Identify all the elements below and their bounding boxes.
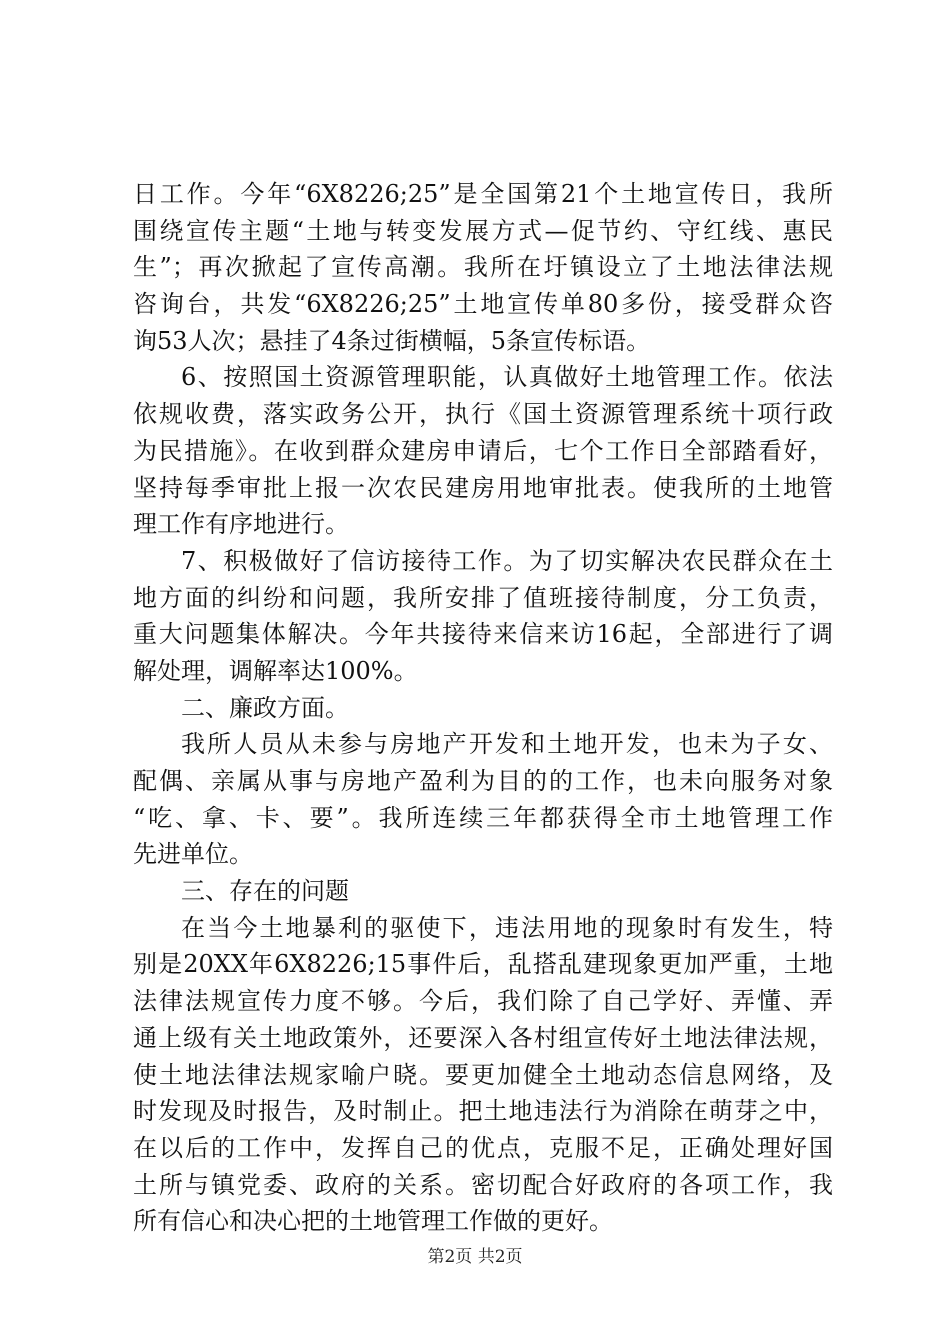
text-line: 日工作。今年“6X8226;25”是全国第21个土地宣传日，我所 bbox=[133, 180, 833, 208]
text-line: 重大问题集体解决。今年共接待来信来访16起，全部进行了调 bbox=[133, 620, 833, 649]
section-heading: 三、存在的问题 bbox=[181, 877, 349, 906]
body-text bbox=[133, 176, 833, 1240]
text-line: 别是20XX年6X8226;15事件后，乱搭乱建现象更加严重，土地 bbox=[133, 950, 833, 979]
text-line: 配偶、亲属从事与房地产盈利为目的的工作，也未向服务对象 bbox=[133, 767, 833, 795]
text-line: 我所人员从未参与房地产开发和土地开发，也未为子女、 bbox=[181, 730, 833, 759]
text-line: 所有信心和决心把的土地管理工作做的更好。 bbox=[133, 1207, 613, 1236]
text-line: 地方面的纠纷和问题，我所安排了值班接待制度，分工负责， bbox=[133, 583, 833, 612]
text-line: 在以后的工作中，发挥自己的优点，克服不足，正确处理好国 bbox=[133, 1133, 833, 1162]
text-line: 围绕宣传主题“土地与转变发展方式—促节约、守红线、惠民 bbox=[133, 216, 833, 245]
text-line: 依规收费，落实政务公开，执行《国土资源管理系统十项行政 bbox=[133, 400, 833, 429]
text-line: 使土地法律法规家喻户晓。要更加健全土地动态信息网络，及 bbox=[133, 1060, 833, 1089]
text-line: 为民措施》。在收到群众建房申请后，七个工作日全部踏看好， bbox=[133, 436, 833, 465]
text-line: 咨询台，共发“6X8226;25”土地宣传单80多份，接受群众咨 bbox=[133, 290, 833, 319]
text-line: 询53人次；悬挂了4条过街横幅，5条宣传标语。 bbox=[133, 326, 651, 355]
text-line: 6、按照国土资源管理职能，认真做好土地管理工作。依法 bbox=[181, 363, 833, 392]
text-line: 法律法规宣传力度不够。今后，我们除了自己学好、弄懂、弄 bbox=[133, 987, 833, 1016]
text-line: 解处理，调解率达100%。 bbox=[133, 656, 418, 685]
text-line: “吃、拿、卡、要”。我所连续三年都获得全市土地管理工作 bbox=[133, 803, 833, 832]
text-line: 先进单位。 bbox=[133, 840, 253, 869]
text-line: 在当今土地暴利的驱使下，违法用地的现象时有发生，特 bbox=[181, 913, 833, 942]
text-line: 生”；再次掀起了宣传高潮。我所在圩镇设立了土地法律法规 bbox=[133, 253, 833, 282]
text-line: 坚持每季审批上报一次农民建房用地审批表。使我所的土地管 bbox=[133, 473, 833, 502]
text-line: 7、积极做好了信访接待工作。为了切实解决农民群众在土 bbox=[181, 546, 833, 575]
text-line: 土所与镇党委、政府的关系。密切配合好政府的各项工作，我 bbox=[133, 1170, 833, 1199]
text-line: 理工作有序地进行。 bbox=[133, 510, 349, 539]
text-line: 时发现及时报告，及时制止。把土地违法行为消除在萌芽之中， bbox=[133, 1097, 833, 1126]
text-line: 通上级有关土地政策外，还要深入各村组宣传好土地法律法规， bbox=[133, 1023, 833, 1052]
page-number-footer: 第2页 共2页 bbox=[427, 1247, 523, 1267]
section-heading: 二、廉政方面。 bbox=[181, 693, 349, 722]
